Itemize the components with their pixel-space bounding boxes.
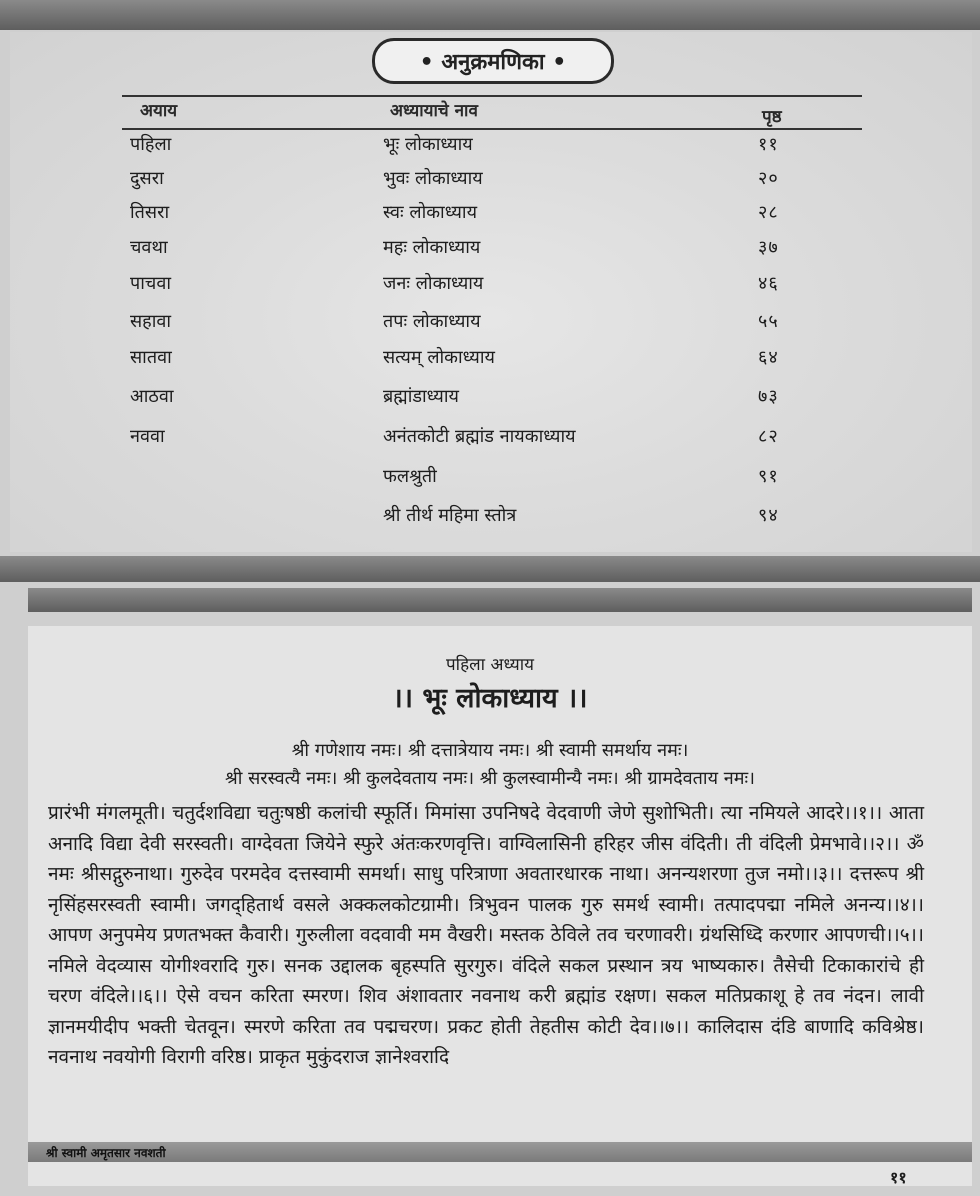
toc-title: • अनुक्रमणिका • xyxy=(372,38,614,84)
toc-row xyxy=(0,235,980,269)
toc-name: स्वः लोकाध्याय xyxy=(383,202,478,223)
footer-bar xyxy=(28,1142,972,1162)
toc-row xyxy=(0,345,980,379)
toc-page: ११ xyxy=(758,134,779,155)
toc-page: ४६ xyxy=(758,273,779,294)
toc-header-rule-top xyxy=(122,95,862,97)
toc-name: भूः लोकाध्याय xyxy=(383,134,473,155)
toc-row xyxy=(0,424,980,458)
toc-chapter: तिसरा xyxy=(130,202,170,223)
toc-name: ब्रह्मांडाध्याय xyxy=(383,386,459,407)
toc-page: ९१ xyxy=(758,466,779,487)
toc-row xyxy=(0,166,980,200)
toc-row xyxy=(0,384,980,418)
page-divider-band xyxy=(0,556,980,582)
toc-row xyxy=(0,200,980,234)
invocation-line-2: श्री सरस्वत्यै नमः। श्री कुलदेवताय नमः। श्री कुलस्वामीन्यै नमः। श्री ग्रामदेवताय नमः। xyxy=(225,768,755,789)
toc-chapter: दुसरा xyxy=(130,168,164,189)
toc-page: ६४ xyxy=(758,347,779,368)
toc-chapter: आठवा xyxy=(130,386,174,407)
toc-name: सत्यम् लोकाध्याय xyxy=(383,347,495,368)
toc-page: २० xyxy=(758,168,779,189)
toc-page: ९४ xyxy=(758,505,779,526)
toc-header-chapter: अयाय xyxy=(140,101,178,121)
toc-header-rule-bottom xyxy=(122,128,862,130)
toc-row xyxy=(0,271,980,305)
toc-name: जनः लोकाध्याय xyxy=(383,273,484,294)
toc-chapter: सातवा xyxy=(130,347,172,368)
page-header-band xyxy=(28,588,972,612)
toc-chapter: पहिला xyxy=(130,134,172,155)
toc-row xyxy=(0,309,980,343)
toc-name: अनंतकोटी ब्रह्मांड नायकाध्याय xyxy=(383,426,576,447)
toc-header-name: अध्यायाचे नाव xyxy=(390,101,478,121)
toc-name: भुवः लोकाध्याय xyxy=(383,168,483,189)
toc-chapter: सहावा xyxy=(130,311,172,332)
toc-name: महः लोकाध्याय xyxy=(383,237,481,258)
toc-chapter: नववा xyxy=(130,426,165,447)
toc-page: ३७ xyxy=(758,237,779,258)
chapter-body-text: प्रारंभी मंगलमूती। चतुर्दशविद्या चतुःषष्ठी कलांची स्फूर्ति। मिमांसा उपनिषदे वेदवाणी जेणे सुशोभिती। त्या नमियले आदरे।।१।। आता अनादि विद्या देवी सरस्वती। वाग्देवता जियेने स्फुरे अंतःकरणवृत्ति। वाग्विलासिनी हरिहर जीस वंदिती। ती वंदिली प्रेमभावे।।२।। ॐ नमः श्रीसद्गुरुनाथा। गुरुदेव परमदेव दत्तस्वामी समर्था। साधु परित्राणा अवतारधारक नाथा। अनन्यशरणा तुज नमो।।३।। दत्तरूप श्री नृसिंहसरस्वती स्वामी। जगद्हितार्थ वसले अक्कलकोटग्रामी। त्रिभुवन पालक गुरु समर्थ स्वामी। तत्पादपद्मा नमिले अनन्य।।४।। आपण अनुपमेय प्रणतभक्त कैवारी। गुरुलीला वदवावी मम वैखरी। मस्तक ठेविले तव चरणावरी। ग्रंथसिध्दि करणार आपणची।।५।। नमिले वेदव्यास योगीश्वरादि गुरु। सनक उद्दालक बृहस्पति सुरगुरु। वंदिले सकल प्रस्थान त्रय भाष्यकारु। तैसेची टिकाकारांचे ही चरण वंदिले।।६।। ऐसे वचन करिता स्मरण। शिव अंशावतार नवनाथ करी ब्रह्मांड रक्षण। सकल मतिप्रकाशू हे तव नंदन। लावी ज्ञानमयीदीप भक्ती चेतवून। स्मरणे करिता तव पद्मचरण। प्रकट होती तेहतीस कोटी देव।।७।। कालिदास दंडि बाणादि कविश्रेष्ठ। नवनाथ नवयोगी विरागी वरिष्ठ। प्राकृत मुकुंदराज ज्ञानेश्वरादि xyxy=(48,802,924,1068)
toc-name: श्री तीर्थ महिमा स्तोत्र xyxy=(383,505,517,526)
chapter-title: ।। भूः लोकाध्याय ।। xyxy=(392,683,588,714)
toc-page: ८२ xyxy=(758,426,779,447)
page-number: ११ xyxy=(890,1168,907,1187)
toc-header-page: पृष्ठ xyxy=(762,107,782,127)
toc-row xyxy=(0,132,980,166)
toc-page: २८ xyxy=(758,202,779,223)
invocation-line-1: श्री गणेशाय नमः। श्री दत्तात्रेयाय नमः। श्री स्वामी समर्थाय नमः। xyxy=(291,740,689,761)
top-edge-band xyxy=(0,0,980,30)
book-title-footer: श्री स्वामी अमृतसार नवशती xyxy=(46,1146,166,1160)
toc-page: ५५ xyxy=(758,311,779,332)
toc-page: ७३ xyxy=(758,386,779,407)
toc-chapter: चवथा xyxy=(130,237,168,258)
toc-name: तपः लोकाध्याय xyxy=(383,311,481,332)
toc-row xyxy=(0,464,980,498)
toc-chapter: पाचवा xyxy=(130,273,171,294)
toc-name: फलश्रुती xyxy=(383,466,437,487)
chapter-subtitle: पहिला अध्याय xyxy=(446,655,534,675)
toc-row xyxy=(0,503,980,537)
